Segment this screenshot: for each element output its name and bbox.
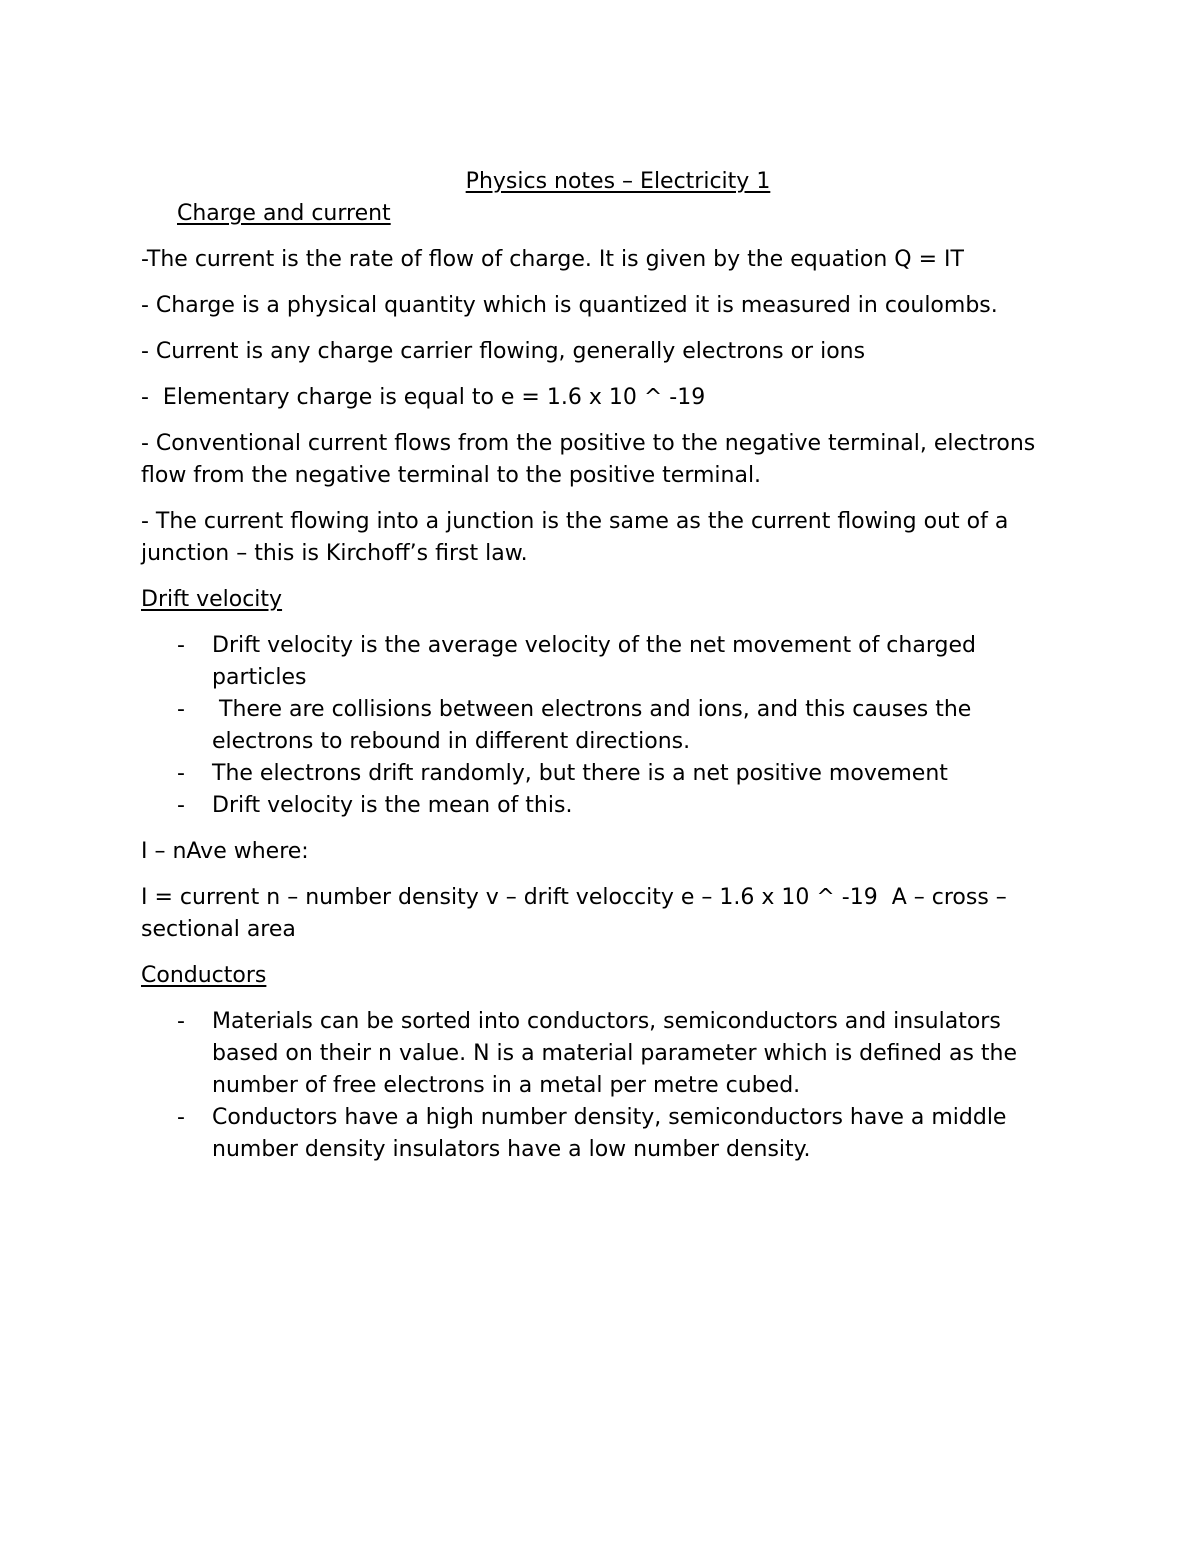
section-heading-text: Charge and current — [177, 201, 391, 226]
equation-line: I – nAve where: — [141, 839, 309, 864]
dash-bullet: - — [177, 761, 185, 786]
drift-velocity-list — [141, 630, 1071, 822]
section-heading-charge-and-current — [177, 198, 1071, 230]
list-item-text: The electrons drift randomly, but there is a net positive movement — [212, 761, 948, 786]
list-item — [141, 758, 1071, 790]
document-body — [141, 166, 1071, 1166]
dash-bullet: - — [177, 697, 185, 722]
paragraph: - The current flowing into a junction is the same as the current flowing out of a junction – this is Kirchoff’s first law. — [141, 509, 1009, 566]
paragraph: - Elementary charge is equal to e = 1.6 x 10 ^ -19 — [141, 385, 706, 410]
list-item-text: Materials can be sorted into conductors, semiconductors and insulators based on their n value. N is a material parameter which is defined as the number of free electrons in a metal per metre cubed. — [212, 1009, 1017, 1098]
list-item — [141, 630, 1071, 694]
list-item-text: Conductors have a high number density, semiconductors have a middle number density insulators have a low number density. — [212, 1105, 1007, 1162]
section-heading-drift-velocity — [141, 584, 1071, 616]
list-item-text: Drift velocity is the average velocity of the net movement of charged particles — [212, 633, 976, 690]
list-item — [141, 694, 1071, 758]
document-title-text: Physics notes – Electricity 1 — [465, 169, 771, 194]
paragraph: -The current is the rate of flow of charge. It is given by the equation Q = IT — [141, 247, 964, 272]
list-item-text: Drift velocity is the mean of this. — [212, 793, 573, 818]
document-title — [141, 166, 1095, 198]
list-item — [141, 1006, 1071, 1102]
list-item — [141, 790, 1071, 822]
definitions-paragraph: I = current n – number density v – drift veloccity e – 1.6 x 10 ^ -19 A – cross – sectional area — [141, 885, 1014, 942]
conductors-list — [141, 1006, 1071, 1166]
dash-bullet: - — [177, 793, 185, 818]
dash-bullet: - — [177, 1009, 185, 1034]
list-item-text: There are collisions between electrons and ions, and this causes the electrons to rebound in different directions. — [212, 697, 979, 754]
list-item — [141, 1102, 1071, 1166]
paragraph: - Charge is a physical quantity which is quantized it is measured in coulombs. — [141, 293, 998, 318]
dash-bullet: - — [177, 1105, 185, 1130]
section-heading-text: Conductors — [141, 963, 267, 988]
section-heading-conductors — [141, 960, 1071, 992]
paragraph: - Current is any charge carrier flowing, generally electrons or ions — [141, 339, 866, 364]
section-heading-text: Drift velocity — [141, 587, 283, 612]
paragraph: - Conventional current flows from the positive to the negative terminal, electrons flow from the negative terminal to the positive terminal. — [141, 431, 1036, 488]
dash-bullet: - — [177, 633, 185, 658]
